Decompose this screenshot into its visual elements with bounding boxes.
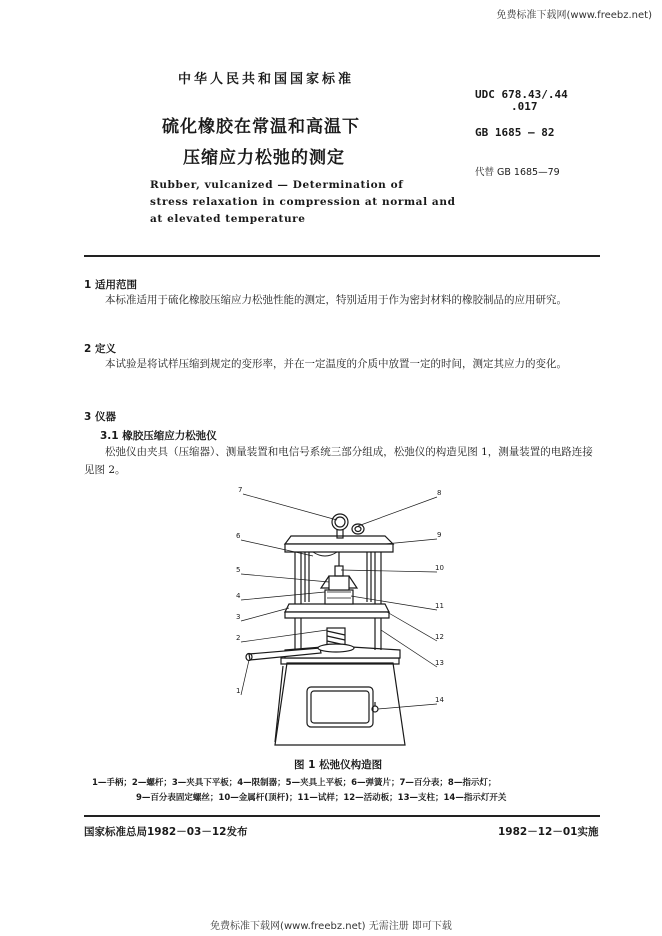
callout-12: 12 xyxy=(435,633,444,641)
replaces-standard: 代替 GB 1685—79 xyxy=(475,167,560,178)
callout-1: 1 xyxy=(236,687,241,695)
handle xyxy=(246,648,321,661)
callout-14: 14 xyxy=(435,696,444,704)
section-3-heading: 3 仪器 xyxy=(84,411,116,423)
watermark-top: 免费标准下载网(www.freebz.net) xyxy=(496,10,652,21)
movable-plate xyxy=(285,604,389,618)
section-2-heading: 2 定义 xyxy=(84,343,116,355)
callout-7: 7 xyxy=(238,486,243,494)
callout-6: 6 xyxy=(236,532,241,540)
base-housing xyxy=(275,658,405,745)
screw-rod xyxy=(318,628,354,652)
section-1-body: 本标准适用于硫化橡胶压缩应力松弛性能的测定，特别适用于作为密封材料的橡胶制品的应用研究。 xyxy=(105,294,567,306)
section-3-1-heading: 3.1 橡胶压缩应力松弛仪 xyxy=(100,430,217,442)
issue-date: 国家标准总局1982－03－12发布 xyxy=(84,826,248,838)
callout-2: 2 xyxy=(236,634,241,642)
standard-org-title: 中华人民共和国国家标准 xyxy=(178,72,355,87)
indicator-lamp xyxy=(352,524,364,534)
title-cn-line-2: 压缩应力松弛的测定 xyxy=(183,148,345,168)
dial-gauge xyxy=(332,514,348,538)
udc-code: UDC 678.43/.44 xyxy=(475,88,568,101)
figure-caption: 图 1 松弛仪构造图 xyxy=(294,759,383,771)
callout-8: 8 xyxy=(437,489,442,497)
callout-10: 10 xyxy=(435,564,444,572)
callout-9: 9 xyxy=(437,531,442,539)
title-en-line-1: Rubber, vulcanized — Determination of xyxy=(150,179,404,191)
title-en-line-2: stress relaxation in compression at normal and xyxy=(150,196,456,208)
figure-legend-line-2: 9—百分表固定螺丝；10—金属杆(顶杆)；11—试样；12—活动板；13—支柱；14—指示灯开关 xyxy=(136,793,507,803)
title-en-line-3: at elevated temperature xyxy=(150,213,306,225)
relaxometer-diagram xyxy=(225,480,465,752)
footer-divider xyxy=(84,815,600,817)
callout-3: 3 xyxy=(236,613,241,621)
section-2-body: 本试验是将试样压缩到规定的变形率，并在一定温度的介质中放置一定的时间，测定其应力的变化。 xyxy=(105,358,567,370)
callout-11: 11 xyxy=(435,602,444,610)
callout-4: 4 xyxy=(236,592,241,600)
figure-legend-line-1: 1—手柄；2—螺杆；3—夹具下平板；4—限制器；5—夹具上平板；6—弹簧片；7—百分表；8—指示灯； xyxy=(92,778,497,788)
callout-13: 13 xyxy=(435,659,444,667)
effective-date: 1982－12－01实施 xyxy=(498,826,599,838)
section-3-1-body: 松弛仪由夹具（压缩器）、测量装置和电信号系统三部分组成，松弛仪的构造见图 1，测量装置的电路连接见图 2。 xyxy=(84,446,593,476)
watermark-bottom: 免费标准下载网(www.freebz.net) 无需注册 即可下载 xyxy=(210,921,452,932)
header-divider xyxy=(84,255,600,257)
section-1-heading: 1 适用范围 xyxy=(84,279,137,291)
callout-5: 5 xyxy=(236,566,241,574)
title-cn-line-1: 硫化橡胶在常温和高温下 xyxy=(162,117,360,137)
udc-code-suffix: .017 xyxy=(511,100,538,113)
gb-number: GB 1685 — 82 xyxy=(475,126,555,139)
